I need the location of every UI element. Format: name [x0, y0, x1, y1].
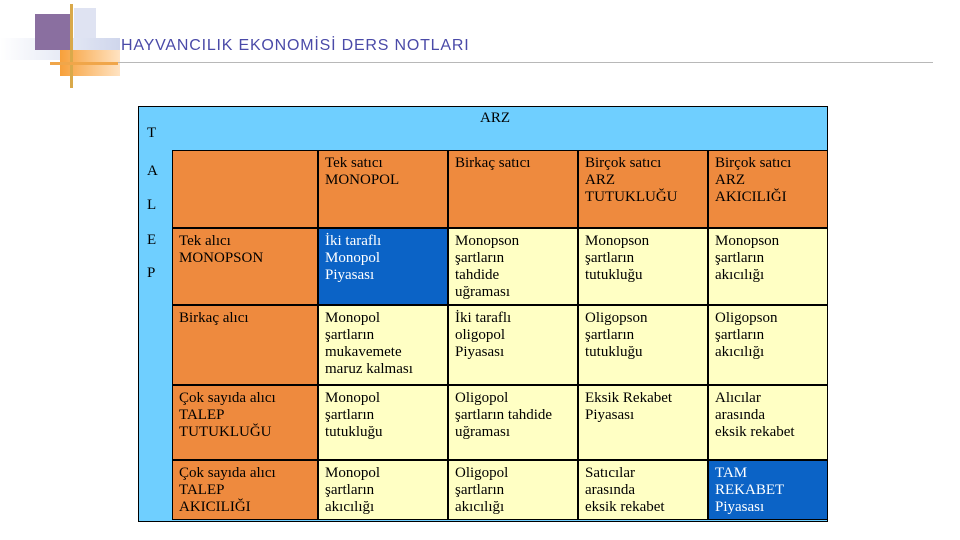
column-header-3: Birçok satıcı ARZ TUTUKLUĞU	[578, 150, 708, 228]
table-cell-r1-c2: Monopson şartların tahdide uğraması	[448, 228, 578, 305]
logo-decoration-square	[35, 14, 71, 50]
row-header-3: Çok sayıda alıcı TALEP TUTUKLUĞU	[172, 385, 318, 460]
table-cell-r4-c2: Oligopol şartların akıcılığı	[448, 460, 578, 520]
table-cell-r2-c4: Oligopson şartların akıcılığı	[708, 305, 828, 385]
demand-letter-p: P	[147, 265, 156, 281]
column-header-2: Birkaç satıcı	[448, 150, 578, 228]
table-cell-r4-c1: Monopol şartların akıcılığı	[318, 460, 448, 520]
demand-letter-e: E	[147, 232, 157, 248]
demand-letter-l: L	[147, 197, 157, 213]
column-header-1: Tek satıcı MONOPOL	[318, 150, 448, 228]
table-cell-r1-c3: Monopson şartların tutukluğu	[578, 228, 708, 305]
table-cell-r3-c3: Eksik Rekabet Piyasası	[578, 385, 708, 460]
table-cell-r3-c1: Monopol şartların tutukluğu	[318, 385, 448, 460]
table-cell-r2-c2: İki taraflı oligopol Piyasası	[448, 305, 578, 385]
row-header-4: Çok sayıda alıcı TALEP AKICILIĞI	[172, 460, 318, 520]
supply-label: ARZ	[480, 110, 510, 126]
table-cell-r2-c1: Monopol şartların mukavemete maruz kalması	[318, 305, 448, 385]
logo-decoration-vline	[70, 4, 73, 88]
table-cell-r3-c2: Oligopol şartların tahdide uğraması	[448, 385, 578, 460]
title-divider	[118, 62, 933, 63]
logo-decoration-hline	[50, 62, 118, 65]
row-header-1: Tek alıcı MONOPSON	[172, 228, 318, 305]
demand-letter-t: T	[147, 125, 157, 141]
header-corner-cell	[172, 150, 318, 228]
table-cell-r1-c1: İki taraflı Monopol Piyasası	[318, 228, 448, 305]
table-cell-r4-c3: Satıcılar arasında eksik rekabet	[578, 460, 708, 520]
logo-decoration-panel	[74, 8, 96, 38]
demand-letter-a: A	[147, 163, 158, 179]
column-header-4: Birçok satıcı ARZ AKICILIĞI	[708, 150, 828, 228]
page-title: HAYVANCILIK EKONOMİSİ DERS NOTLARI	[121, 37, 470, 54]
row-header-2: Birkaç alıcı	[172, 305, 318, 385]
table-cell-r3-c4: Alıcılar arasında eksik rekabet	[708, 385, 828, 460]
table-cell-r4-c4: TAM REKABET Piyasası	[708, 460, 828, 520]
table-cell-r2-c3: Oligopson şartların tutukluğu	[578, 305, 708, 385]
table-cell-r1-c4: Monopson şartların akıcılığı	[708, 228, 828, 305]
